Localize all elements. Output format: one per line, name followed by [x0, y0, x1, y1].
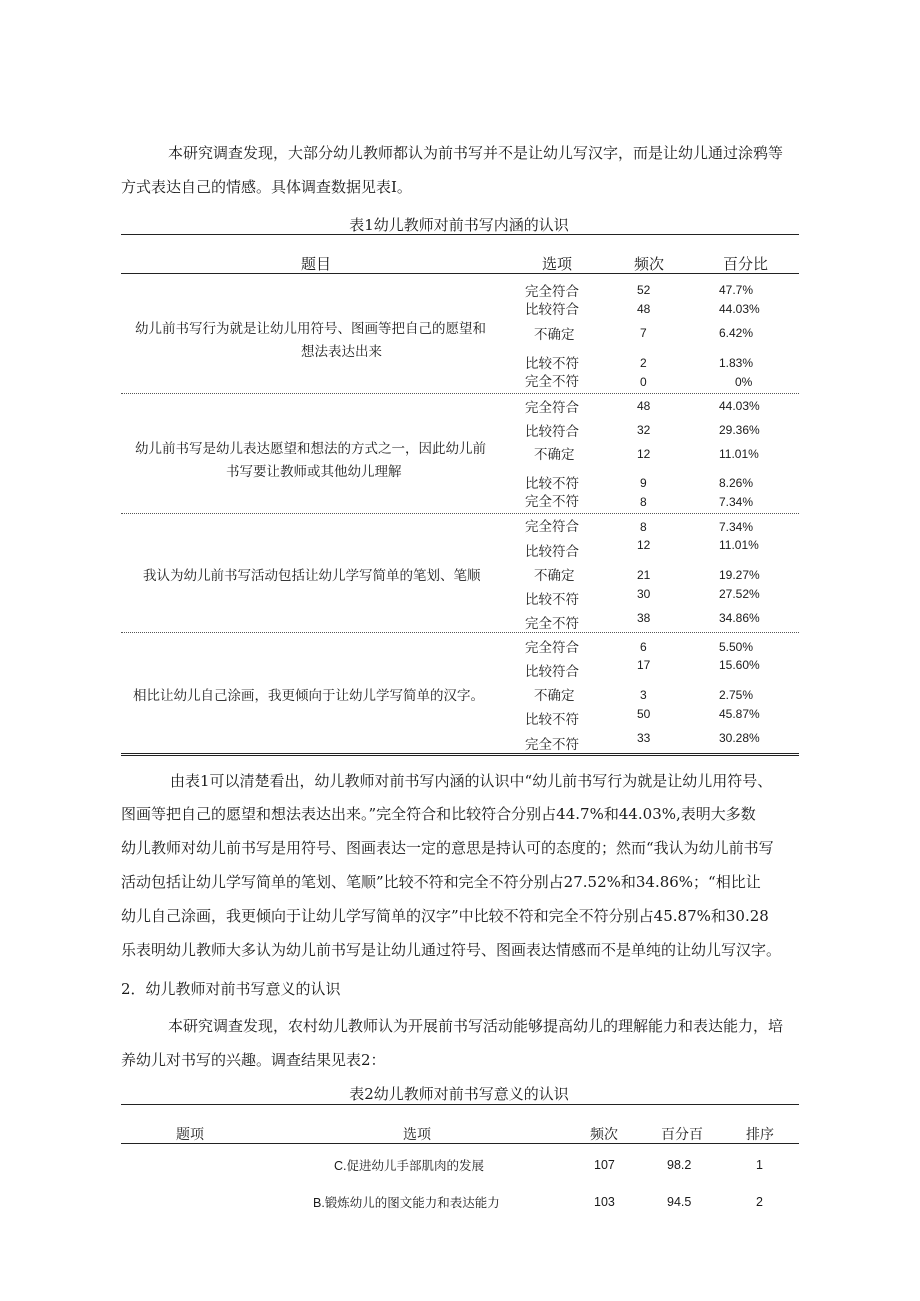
table1-divider-2: [121, 513, 799, 514]
table1-top-rule: [121, 234, 799, 235]
t1-q4-opt-4: 比较不符: [525, 712, 579, 728]
t1-q2-opt-4: 比较不符: [525, 476, 579, 492]
intro-line-2: 方式表达自己的情感。具体调查数据见表I。: [121, 178, 412, 196]
table2-caption: 表2幼儿教师对前书写意义的认识: [349, 1085, 569, 1103]
table2-top-rule: [121, 1104, 799, 1105]
t2-row1-percent: 98.2: [667, 1158, 692, 1172]
section2-line-2: 养幼儿对书写的兴趣。调查结果见表2：: [121, 1051, 386, 1069]
analysis-line-1: 由表1可以清楚看出，幼儿教师对前书写内涵的认识中“幼儿前书写行为就是让幼儿用符号、: [170, 772, 773, 790]
t1-q4-opt-5: 完全不符: [525, 737, 579, 753]
table1-header-freq: 频次: [634, 255, 665, 273]
t1-q2-freq-2: 32: [637, 423, 651, 437]
t1-q3-pct-4: 27.52%: [719, 587, 760, 601]
t1-q1-pct-2: 44.03%: [719, 302, 760, 316]
table1-header-percent: 百分比: [723, 255, 769, 273]
table1-bottom-rule: [121, 753, 799, 754]
analysis-line-2: 图画等把自己的愿望和想法表达出来。”完全符合和比较符合分别占44.7%和44.03%,表明大多数: [121, 805, 756, 823]
t1-q2-pct-2: 29.36%: [719, 423, 760, 437]
t1-q2-freq-1: 48: [637, 399, 651, 413]
t1-q3-pct-2: 11.01%: [719, 538, 759, 552]
table1-divider-3: [121, 632, 799, 633]
t1-q2-pct-4: 8.26%: [719, 476, 754, 490]
analysis-line-6: 乐表明幼儿教师大多认为幼儿前书写是让幼儿通过符号、图画表达情感而不是单纯的让幼儿写汉字。: [121, 941, 782, 959]
t1-q3-opt-2: 比较符合: [525, 544, 579, 560]
t2-row1-freq: 107: [594, 1158, 615, 1172]
t1-q4-freq-3: 3: [640, 688, 647, 702]
t1-q4-opt-2: 比较符合: [525, 664, 579, 680]
t1-q2-freq-4: 9: [640, 476, 647, 490]
analysis-line-5: 幼儿自己涂画，我更倾向于让幼儿学写简单的汉字”中比较不符和完全不符分别占45.87%和30.28: [121, 907, 769, 925]
t1-q1-opt-5: 完全不符: [525, 374, 579, 390]
t1-q3-freq-2: 12: [637, 538, 651, 552]
table1-divider-1: [121, 393, 799, 394]
t1-q3-freq-4: 30: [637, 587, 651, 601]
t1-q3-line1: 我认为幼儿前书写活动包括让幼儿学写简单的笔划、笔顺: [143, 568, 481, 584]
table2-header-option: 选项: [403, 1127, 431, 1143]
t1-q4-pct-5: 30.28%: [719, 731, 760, 745]
t1-q1-pct-1: 47.7%: [719, 283, 754, 297]
t1-q3-opt-1: 完全符合: [525, 519, 579, 535]
intro-line-1: 本研究调查发现，大部分幼儿教师都认为前书写并不是让幼儿写汉字，而是让幼儿通过涂鸦等: [168, 144, 784, 162]
t1-q2-pct-3: 11.01%: [719, 447, 759, 461]
t1-q2-opt-2: 比较符合: [525, 424, 579, 440]
table2-header-rank: 排序: [746, 1127, 774, 1143]
t1-q2-pct-1: 44.03%: [719, 399, 760, 413]
table1-caption: 表1幼儿教师对前书写内涵的认识: [349, 216, 569, 234]
t1-q1-freq-1: 52: [637, 283, 651, 297]
t1-q2-line2: 书写要让教师或其他幼儿理解: [226, 464, 402, 480]
t1-q3-opt-5: 完全不符: [525, 616, 579, 632]
t1-q4-opt-3: 不确定: [534, 688, 575, 704]
t1-q2-opt-3: 不确定: [534, 447, 575, 463]
t1-q4-line1: 相比让幼儿自己涂画，我更倾向于让幼儿学写简单的汉字。: [133, 688, 484, 704]
table1-header-item: 题目: [301, 255, 332, 273]
t1-q4-pct-3: 2.75%: [719, 688, 754, 702]
analysis-line-3: 幼儿教师对幼儿前书写是用符号、图画表达一定的意思是持认可的态度的；然而“我认为幼儿前书写: [121, 839, 774, 857]
t1-q4-freq-4: 50: [637, 707, 651, 721]
t1-q3-pct-3: 19.27%: [719, 568, 760, 582]
t1-q1-opt-1: 完全符合: [525, 284, 579, 300]
table2-header-freq: 频次: [590, 1127, 618, 1143]
table1-header-rule: [121, 273, 799, 274]
t1-q1-freq-4: 2: [640, 356, 647, 370]
table2-header-percent: 百分百: [661, 1127, 703, 1143]
t2-row1-rank: 1: [756, 1158, 763, 1172]
t1-q2-freq-5: 8: [640, 495, 647, 509]
t1-q1-line1: 幼儿前书写行为就是让幼儿用符号、图画等把自己的愿望和: [135, 321, 486, 337]
t1-q4-freq-1: 6: [640, 640, 647, 654]
t1-q2-pct-5: 7.34%: [719, 495, 754, 509]
t1-q3-opt-4: 比较不符: [525, 592, 579, 608]
t1-q2-freq-3: 12: [637, 447, 651, 461]
t1-q1-line2: 想法表达出来: [301, 344, 382, 360]
t1-q3-pct-1: 7.34%: [719, 520, 754, 534]
t1-q1-opt-3: 不确定: [534, 327, 575, 343]
t1-q3-freq-5: 38: [637, 611, 651, 625]
t1-q1-freq-2: 48: [637, 302, 651, 316]
t1-q3-freq-3: 21: [637, 568, 651, 582]
t1-q2-line1: 幼儿前书写是幼儿表达愿望和想法的方式之一，因此幼儿前: [135, 441, 486, 457]
t1-q2-opt-5: 完全不符: [525, 494, 579, 510]
t1-q2-opt-1: 完全符合: [525, 400, 579, 416]
table1-bottom-rule-2: [121, 755, 799, 756]
section2-heading: 2．幼儿教师对前书写意义的认识: [121, 980, 341, 998]
t2-row2-freq: 103: [594, 1195, 615, 1209]
section2-line-1: 本研究调查发现，农村幼儿教师认为开展前书写活动能够提高幼儿的理解能力和表达能力，培: [168, 1017, 784, 1035]
t1-q4-pct-2: 15.60%: [719, 658, 760, 672]
t1-q3-freq-1: 8: [640, 520, 647, 534]
t1-q4-pct-1: 5.50%: [719, 640, 754, 654]
t1-q3-opt-3: 不确定: [534, 568, 575, 584]
analysis-line-4: 活动包括让幼儿学写简单的笔划、笔顺”比较不符和完全不符分别占27.52%和34.86%；“相比让: [121, 873, 761, 891]
t1-q1-pct-5: 0%: [735, 375, 753, 389]
t2-row2-option: B.锻炼幼儿的图文能力和表达能力: [313, 1196, 500, 1210]
t1-q1-freq-3: 7: [640, 326, 647, 340]
t1-q1-pct-4: 1.83%: [719, 356, 754, 370]
t1-q1-pct-3: 6.42%: [719, 326, 754, 340]
t2-row2-percent: 94.5: [667, 1195, 692, 1209]
t2-row2-rank: 2: [756, 1195, 763, 1209]
t1-q1-freq-5: 0: [640, 375, 647, 389]
t1-q4-freq-5: 33: [637, 731, 651, 745]
t2-row1-option: C.促进幼儿手部肌肉的发展: [334, 1159, 485, 1173]
table2-header-item: 题项: [176, 1127, 204, 1143]
t1-q1-opt-4: 比较不符: [525, 356, 579, 372]
t1-q1-opt-2: 比较符合: [525, 302, 579, 318]
table1-header-option: 选项: [542, 255, 573, 273]
t1-q4-pct-4: 45.87%: [719, 707, 760, 721]
t1-q3-pct-5: 34.86%: [719, 611, 760, 625]
t1-q4-freq-2: 17: [637, 658, 651, 672]
t1-q4-opt-1: 完全符合: [525, 640, 579, 656]
